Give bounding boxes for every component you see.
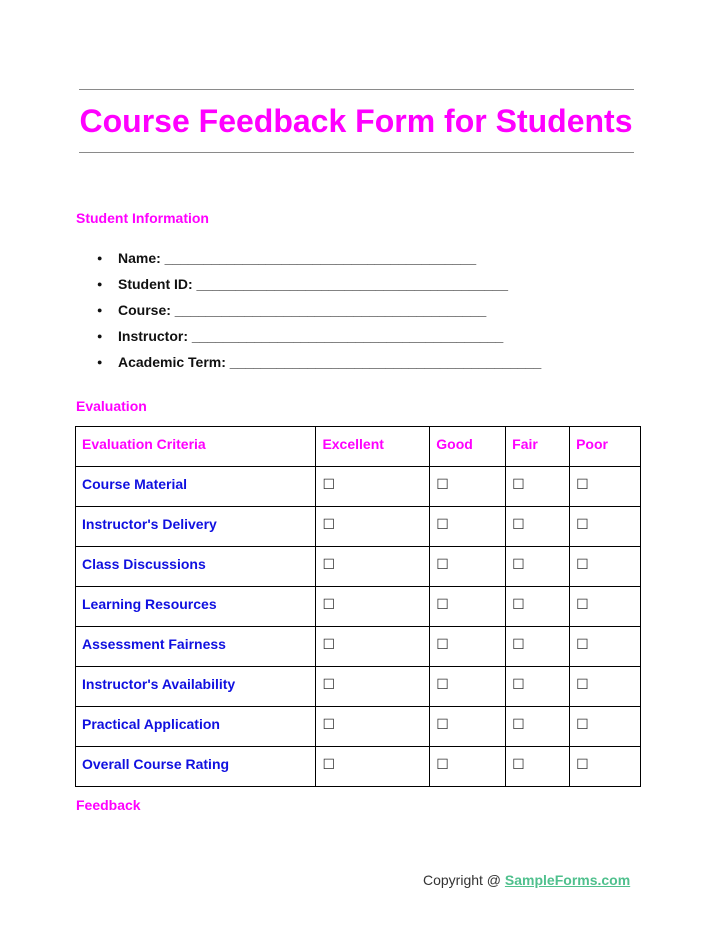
checkbox-poor[interactable]: ☐ xyxy=(570,547,641,587)
criteria-label: Class Discussions xyxy=(76,547,316,587)
checkbox-poor[interactable]: ☐ xyxy=(570,507,641,547)
page-title: Course Feedback Form for Students xyxy=(79,103,633,139)
header-fair: Fair xyxy=(506,427,570,467)
checkbox-good[interactable]: ☐ xyxy=(430,667,506,707)
sampleforms-link[interactable]: SampleForms.com xyxy=(504,872,631,888)
top-divider xyxy=(79,89,634,90)
checkbox-good[interactable]: ☐ xyxy=(430,467,506,507)
table-row xyxy=(76,747,641,787)
checkbox-fair[interactable]: ☐ xyxy=(506,627,570,667)
checkbox-excellent[interactable]: ☐ xyxy=(316,467,430,507)
table-row xyxy=(76,507,641,547)
student-info-list xyxy=(95,248,541,378)
checkbox-poor[interactable]: ☐ xyxy=(570,467,641,507)
section-evaluation: Evaluation xyxy=(76,398,147,414)
criteria-label: Instructor's Availability xyxy=(76,667,316,707)
checkbox-excellent[interactable]: ☐ xyxy=(316,587,430,627)
copyright-text: Copyright @ xyxy=(423,872,505,888)
table-header-row xyxy=(76,427,641,467)
checkbox-poor[interactable]: ☐ xyxy=(570,707,641,747)
name-field[interactable]: ● Name: ________________________________________ xyxy=(95,248,541,274)
checkbox-poor[interactable]: ☐ xyxy=(570,747,641,787)
table-row xyxy=(76,547,641,587)
checkbox-fair[interactable]: ☐ xyxy=(506,467,570,507)
instructor-field[interactable]: ● Instructor: ________________________________________ xyxy=(95,326,541,352)
criteria-label: Practical Application xyxy=(76,707,316,747)
checkbox-poor[interactable]: ☐ xyxy=(570,627,641,667)
checkbox-good[interactable]: ☐ xyxy=(430,587,506,627)
academic-term-field[interactable]: ● Academic Term: ________________________________________ xyxy=(95,352,541,378)
table-row xyxy=(76,627,641,667)
table-row xyxy=(76,667,641,707)
header-good: Good xyxy=(430,427,506,467)
criteria-label: Assessment Fairness xyxy=(76,627,316,667)
title-divider xyxy=(79,152,634,153)
checkbox-excellent[interactable]: ☐ xyxy=(316,507,430,547)
checkbox-fair[interactable]: ☐ xyxy=(506,507,570,547)
checkbox-good[interactable]: ☐ xyxy=(430,707,506,747)
checkbox-fair[interactable]: ☐ xyxy=(506,547,570,587)
checkbox-excellent[interactable]: ☐ xyxy=(316,747,430,787)
criteria-label: Learning Resources xyxy=(76,587,316,627)
table-row xyxy=(76,587,641,627)
checkbox-excellent[interactable]: ☐ xyxy=(316,627,430,667)
student-id-field[interactable]: ● Student ID: ________________________________________ xyxy=(95,274,541,300)
evaluation-table xyxy=(75,426,641,787)
copyright-footer xyxy=(423,872,630,888)
checkbox-fair[interactable]: ☐ xyxy=(506,747,570,787)
checkbox-excellent[interactable]: ☐ xyxy=(316,667,430,707)
checkbox-fair[interactable]: ☐ xyxy=(506,587,570,627)
checkbox-poor[interactable]: ☐ xyxy=(570,587,641,627)
course-field[interactable]: ● Course: ________________________________________ xyxy=(95,300,541,326)
section-feedback: Feedback xyxy=(76,797,141,813)
section-student-information: Student Information xyxy=(76,210,209,226)
table-row xyxy=(76,707,641,747)
checkbox-fair[interactable]: ☐ xyxy=(506,707,570,747)
checkbox-good[interactable]: ☐ xyxy=(430,547,506,587)
header-criteria: Evaluation Criteria xyxy=(76,427,316,467)
checkbox-fair[interactable]: ☐ xyxy=(506,667,570,707)
header-excellent: Excellent xyxy=(316,427,430,467)
checkbox-good[interactable]: ☐ xyxy=(430,507,506,547)
criteria-label: Instructor's Delivery xyxy=(76,507,316,547)
table-row xyxy=(76,467,641,507)
checkbox-good[interactable]: ☐ xyxy=(430,747,506,787)
criteria-label: Course Material xyxy=(76,467,316,507)
checkbox-poor[interactable]: ☐ xyxy=(570,667,641,707)
header-poor: Poor xyxy=(570,427,641,467)
criteria-label: Overall Course Rating xyxy=(76,747,316,787)
checkbox-excellent[interactable]: ☐ xyxy=(316,707,430,747)
checkbox-good[interactable]: ☐ xyxy=(430,627,506,667)
checkbox-excellent[interactable]: ☐ xyxy=(316,547,430,587)
